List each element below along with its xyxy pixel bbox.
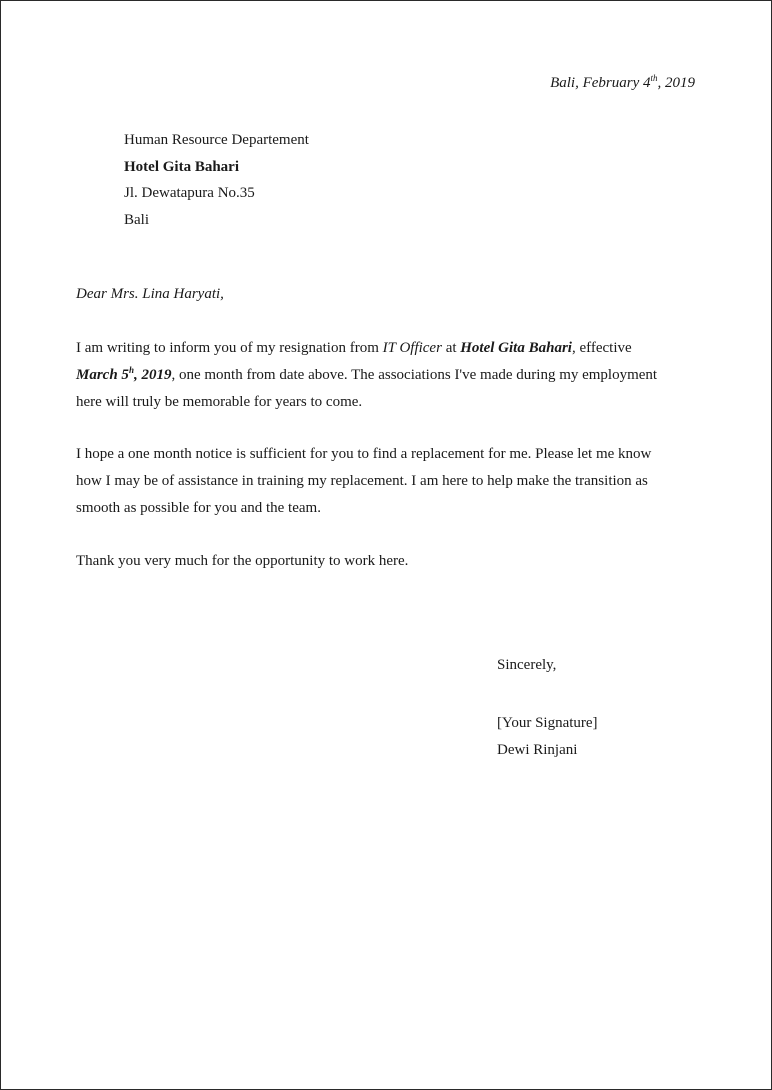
date-year: , 2019: [657, 75, 695, 91]
paragraph-line: Thank you very much for the opportunity to work here.: [76, 553, 409, 569]
salutation: Dear Mrs. Lina Haryati,: [76, 286, 224, 302]
recipient-department: Human Resource Departement: [124, 132, 309, 148]
recipient-street: Jl. Dewatapura No.35: [124, 185, 255, 201]
letter-date: [550, 75, 695, 92]
text-segment: March 5: [76, 367, 129, 383]
recipient-city: Bali: [124, 211, 149, 228]
date-ordinal-suffix: th: [650, 73, 658, 83]
text-segment: , one month from date above. The associations I've made during my employment: [171, 367, 658, 383]
paragraph-thanks: [76, 548, 408, 575]
paragraph-line: I hope a one month notice is sufficient for you to find a replacement for me. Please let me know: [76, 446, 652, 462]
paragraph-line: how I may be of assistance in training my replacement. I am here to help make the transition as: [76, 473, 648, 489]
signature-placeholder: [Your Signature]: [497, 715, 598, 731]
text-segment: at: [441, 340, 461, 356]
paragraph-line: [76, 362, 657, 389]
signature-block: [497, 710, 598, 763]
closing-sincerely: Sincerely,: [497, 657, 557, 673]
paragraph-line: [76, 335, 657, 362]
date-ordinal-suffix: h: [128, 365, 134, 375]
text-segment: , 2019: [133, 367, 172, 383]
recipient-company: Hotel Gita Bahari: [124, 158, 239, 175]
paragraph-resignation: [76, 335, 657, 416]
paragraph-line: smooth as possible for you and the team.: [76, 500, 321, 516]
recipient-address: [124, 127, 309, 233]
effective-date: [76, 367, 171, 383]
paragraph-line: here will truly be memorable for years to come.: [76, 394, 363, 410]
position-title: IT Officer: [382, 340, 442, 356]
company-name-emphasis: Hotel Gita Bahari: [460, 340, 572, 356]
text-segment: I am writing to inform you of my resignation from: [76, 340, 383, 356]
text-segment: , effective: [571, 340, 632, 356]
date-text: Bali, February 4: [550, 75, 651, 91]
paragraph-notice: [76, 441, 651, 522]
sender-name: Dewi Rinjani: [497, 741, 578, 758]
